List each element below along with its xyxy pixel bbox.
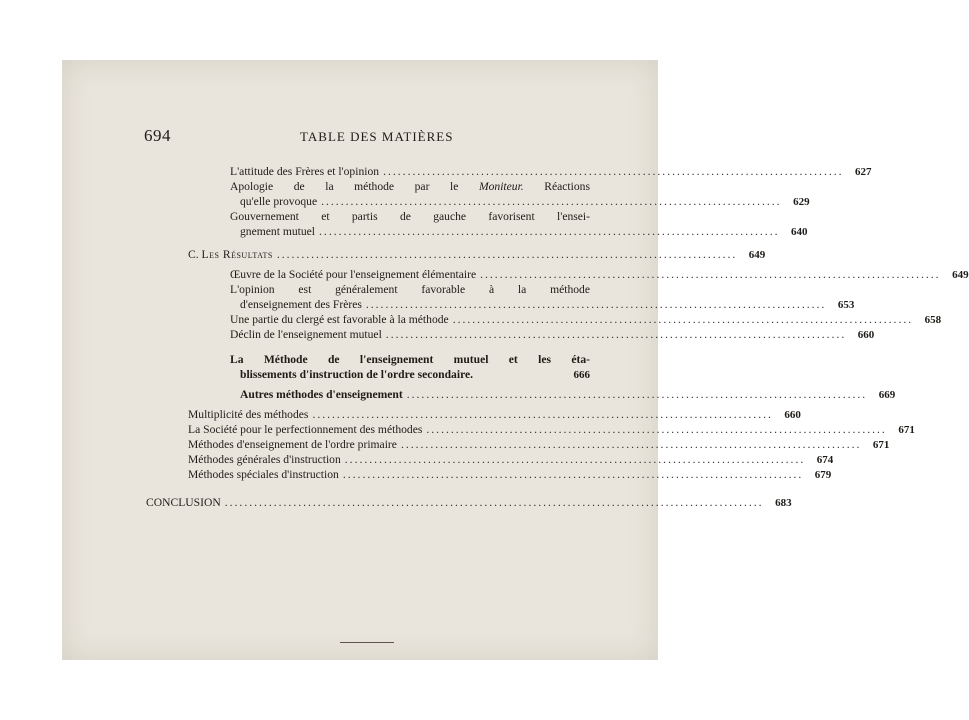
toc-entry-methode-mutuel-line2: blissements d'instruction de l'ordre secondaire. 666 <box>240 368 590 381</box>
dot-leader: .............................................................................................. <box>276 248 738 261</box>
toc-entry-conclusion: CONCLUSION .............................................................................................................. 683 <box>146 496 792 509</box>
toc-entry-opinion-line2: d'enseignement des Frères .............................................................................................. 653 <box>240 298 855 311</box>
toc-entry-attitude <box>230 164 872 180</box>
toc-entry-multiplicite: Multiplicité des méthodes .............................................................................................. 660 <box>188 408 801 421</box>
dot-leader: .............................................................................................. <box>321 195 782 208</box>
toc-page-number: 627 <box>855 166 872 178</box>
page-number: 694 <box>144 126 171 145</box>
toc-page-number: 671 <box>898 424 915 436</box>
section-letter: C. <box>188 248 199 261</box>
toc-page-number: 640 <box>790 226 808 238</box>
footer-rule <box>340 642 394 643</box>
dot-leader: .............................................................................................. <box>365 298 827 311</box>
toc-page-number: 674 <box>816 454 834 466</box>
toc-entry-methodes-generales: Méthodes générales d'instruction .............................................................................................. 674 <box>188 453 834 466</box>
section-heading: Les Résultats <box>201 248 273 261</box>
dot-leader: .............................................................................................. <box>344 453 806 466</box>
toc-page-number: 629 <box>793 196 810 208</box>
toc-entry-methode-mutuel-line1: La Méthode de l'enseignement mutuel et les éta- <box>230 353 590 366</box>
toc-entry-autres-methodes: Autres méthodes d'enseignement .............................................................................................. 669 <box>240 388 896 401</box>
dot-leader: .............................................................................................. <box>385 328 847 341</box>
toc-page-number: 660 <box>784 409 801 421</box>
toc-entry-gouvernement-line1: Gouvernement et partis de gauche favorisent l'ensei- <box>230 210 590 223</box>
toc-entry-societe-perfectionnement: La Société pour le perfectionnement des méthodes .............................................................................................. 671 <box>188 423 915 436</box>
toc-page-number: 671 <box>872 439 890 451</box>
toc-page-number: 660 <box>857 329 875 341</box>
toc-entry-opinion-line1: L'opinion est généralement favorable à la méthode <box>230 283 590 296</box>
book-page <box>62 60 969 660</box>
toc-page-number: 658 <box>924 314 942 326</box>
dot-leader: .............................................................................................. <box>383 165 844 178</box>
dot-leader: .............................................................................................. <box>426 423 887 436</box>
dot-leader: .............................................................................................. <box>342 468 804 481</box>
toc-entry-methodes-speciales: Méthodes spéciales d'instruction .............................................................................................. 679 <box>188 468 832 481</box>
toc-entry-gouvernement-line2: gnement mutuel .............................................................................................. 640 <box>240 225 808 238</box>
dot-leader: .............................................................................................. <box>480 268 941 281</box>
toc-page-number: 649 <box>748 249 766 261</box>
toc-page-number: 653 <box>837 299 855 311</box>
dot-leader: .............................................................................................. <box>452 313 914 326</box>
toc-entry-apologie-line2: qu'elle provoque .............................................................................................. 629 <box>240 195 810 208</box>
toc-entry-oeuvre: Œuvre de la Société pour l'enseignement élémentaire .............................................................................................. 649 <box>230 268 969 281</box>
dot-leader: .............................................................................................. <box>312 408 773 421</box>
running-title: TABLE DES MATIÈRES <box>300 129 454 144</box>
toc-page-number: 669 <box>878 389 896 401</box>
toc-page-number: 649 <box>952 269 969 281</box>
page-header <box>62 126 658 150</box>
toc-entry-apologie-line1: Apologie de la méthode par le Moniteur. Réactions <box>230 180 590 193</box>
dot-leader: .............................................................................................. <box>400 438 862 451</box>
toc-entry-text: L'attitude des Frères et l'opinion <box>230 165 380 178</box>
toc-entry-ordre-primaire: Méthodes d'enseignement de l'ordre primaire .............................................................................................. 671 <box>188 438 890 451</box>
moniteur-title: Moniteur. <box>478 180 524 193</box>
dot-leader: .............................................................................................................. <box>224 496 764 509</box>
toc-entry-declin: Déclin de l'enseignement mutuel .............................................................................................. 660 <box>230 328 875 341</box>
toc-page-number: 683 <box>775 497 792 509</box>
toc-page-number: 679 <box>814 469 832 481</box>
toc-entry-clerge: Une partie du clergé est favorable à la méthode .............................................................................................. 658 <box>230 313 942 326</box>
toc-heading-resultats <box>188 247 766 263</box>
dot-leader: .............................................................................................. <box>319 225 780 238</box>
dot-leader: .............................................................................................. <box>406 388 868 401</box>
toc-page-number: 666 <box>573 369 590 381</box>
